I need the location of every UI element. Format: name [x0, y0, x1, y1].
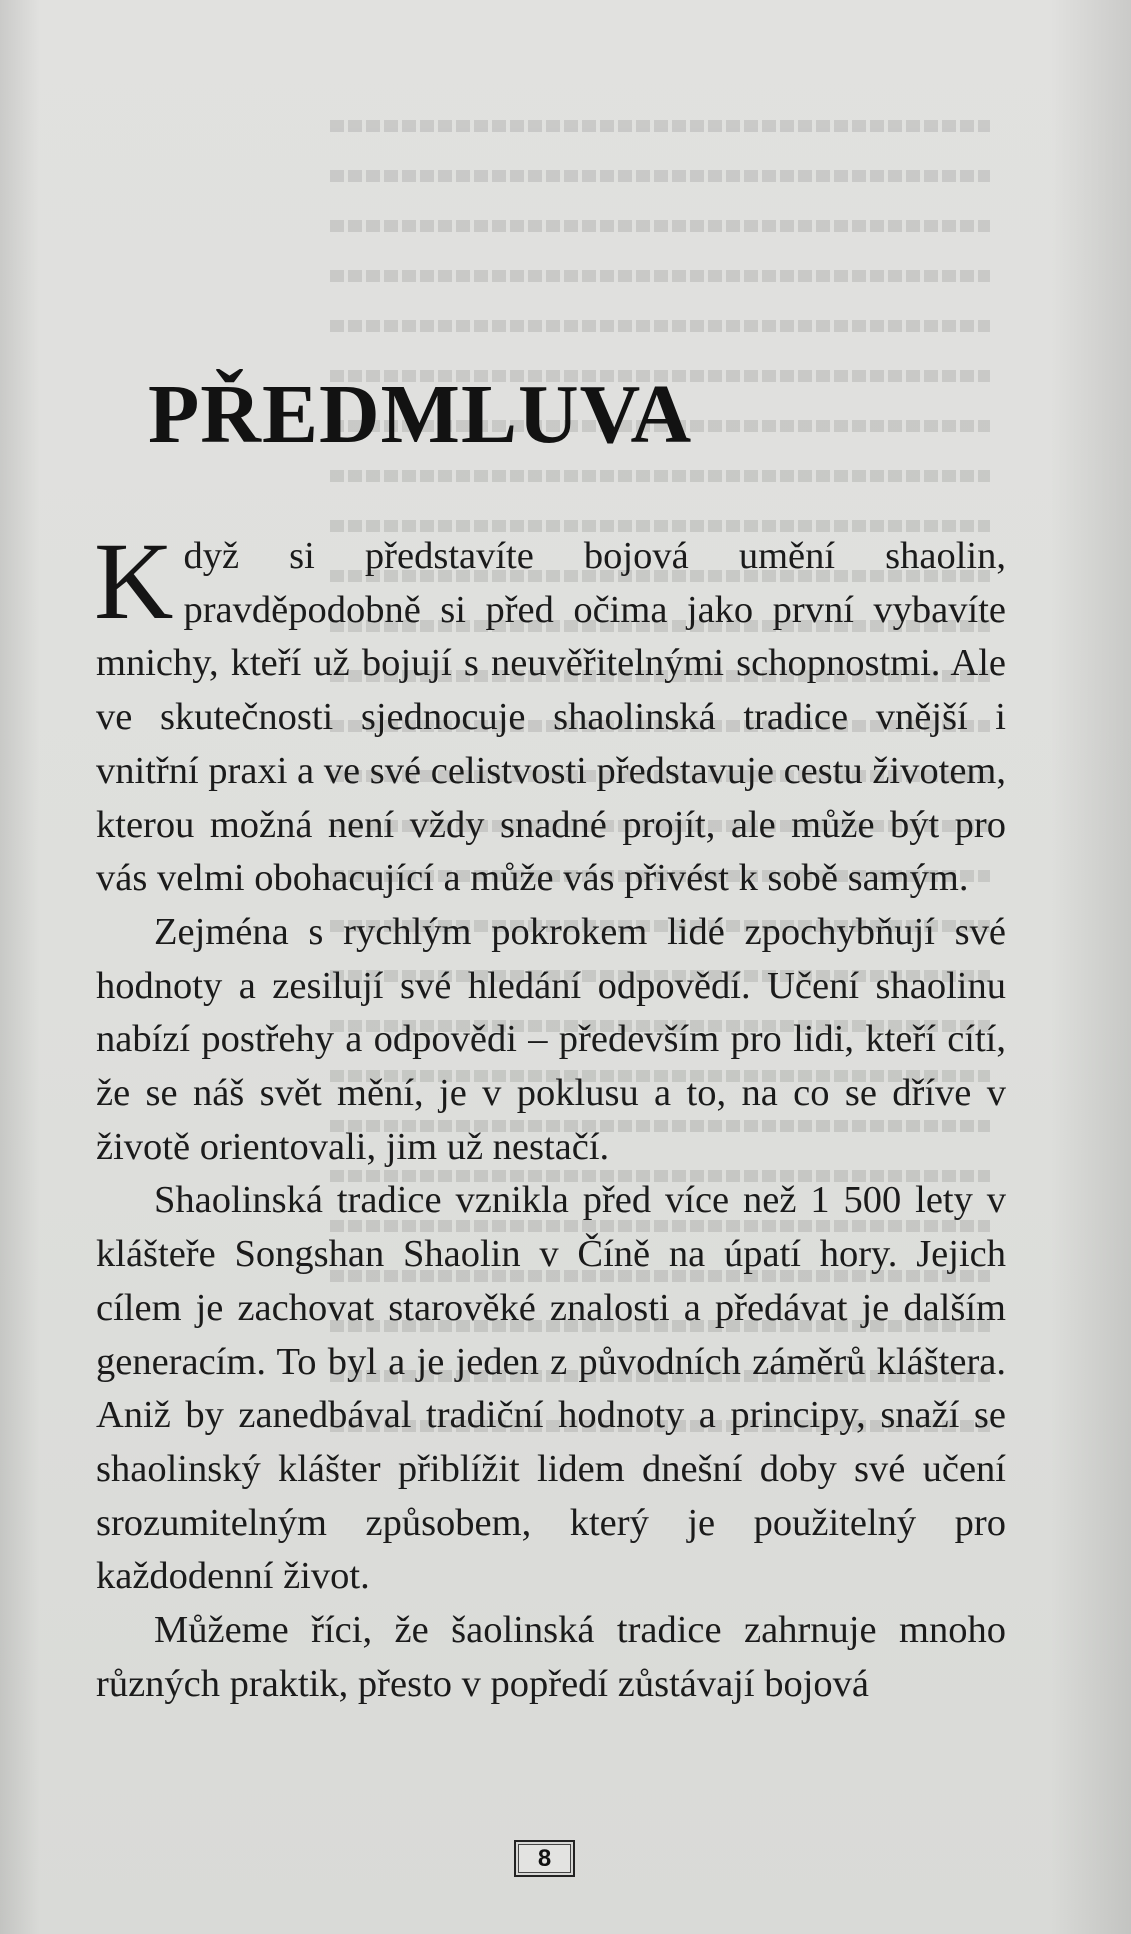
chapter-heading: PŘEDMLUVA	[148, 368, 693, 461]
paragraph-4: Můžeme říci, že šaolinská tradice zahrnuje mnoho různých praktik, přesto v popředí zůstávají bojová	[96, 1609, 1006, 1705]
paragraph-1-text: dyž si představíte bojová umění shaolin, pravděpodobně si před očima jako první vybavíte mnichy, kteří už bojují s neuvěřitelnými schopnostmi. Ale ve skutečnosti sjednocuje shaolinská tradice vnější i vnitřní praxi a ve své celistvosti představuje cestu životem, kterou možná není vždy snadné projít, ale může být pro vás velmi obohacující a může vás přivést k sobě samým.	[96, 535, 1006, 900]
drop-cap: K	[94, 520, 174, 642]
body-text	[94, 520, 1006, 1711]
page-number: 8	[514, 1840, 575, 1877]
paragraph-3: Shaolinská tradice vznikla před více než 1 500 lety v klášteře Songshan Shaolin v Číně na úpatí hory. Jejich cílem je zachovat starověké znalosti a předávat je dalším generacím. To byl a je jeden z původních záměrů kláštera. Aniž by zanedbával tradiční hodnoty a principy, snaží se shaolinský klášter přiblížit lidem dnešní doby své učení srozumitelným způsobem, který je použitelný pro každodenní život.	[96, 1179, 1006, 1598]
paragraph-1	[94, 520, 1006, 906]
paragraph-2: Zejména s rychlým pokrokem lidé zpochybňují své hodnoty a zesilují své hledání odpovědí. Učení shaolinu nabízí postřehy a odpovědi – především pro lidi, kteří cítí, že se náš svět mění, je v poklusu a to, na co se dříve v životě orientovali, jim už nestačí.	[96, 910, 1006, 1168]
